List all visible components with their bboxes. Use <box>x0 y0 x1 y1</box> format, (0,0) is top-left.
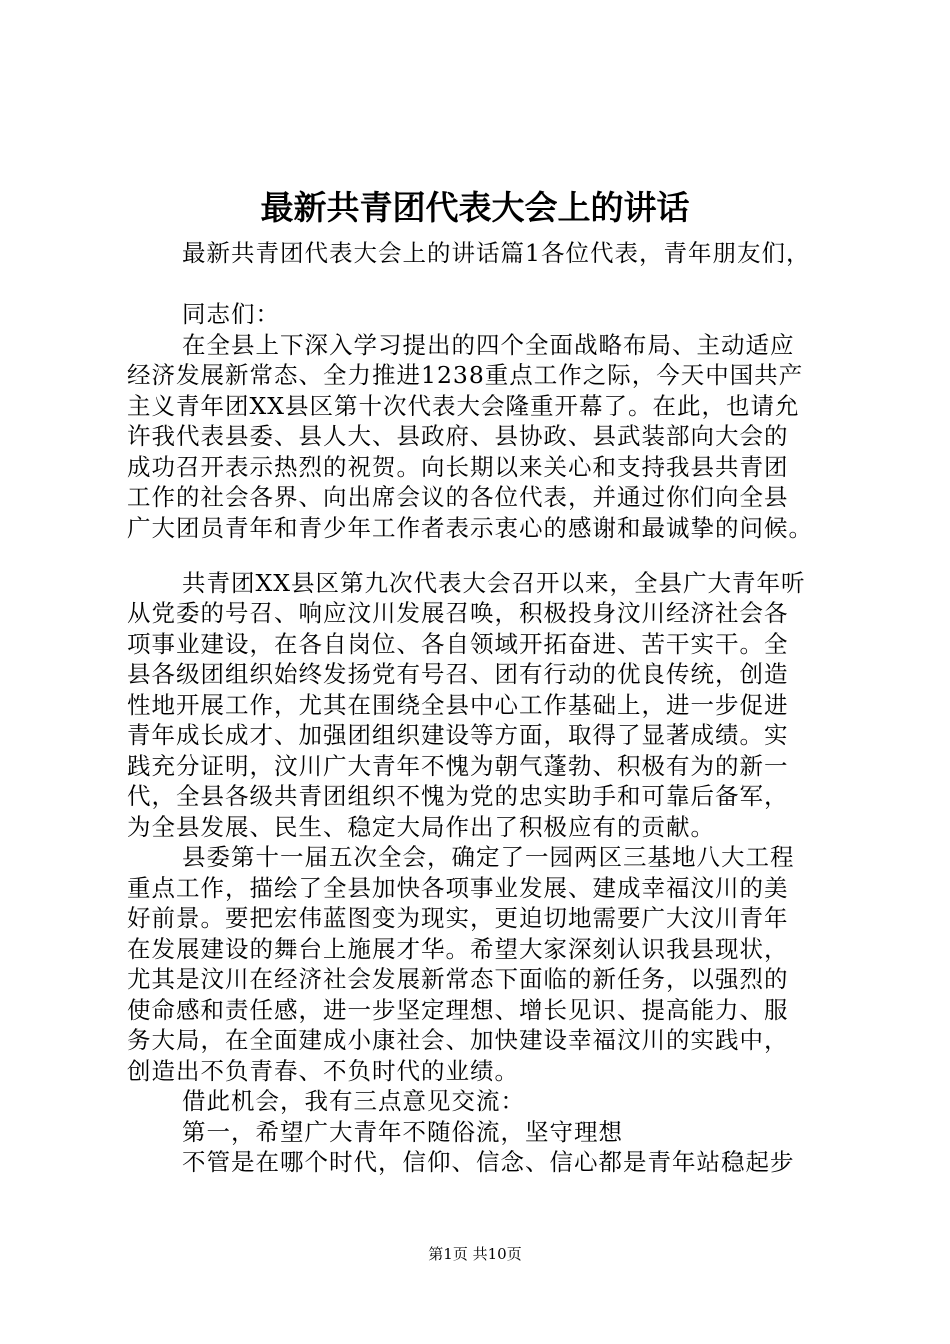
body-line: 工作的社会各界、向出席会议的各位代表，并通过你们向全县 <box>127 483 789 511</box>
body-line: 成功召开表示热烈的祝贺。向长期以来关心和支持我县共青团 <box>127 453 789 481</box>
body-line: 同志们： <box>182 300 280 328</box>
body-line: 许我代表县委、县人大、县政府、县协政、县武装部向大会的 <box>127 422 789 450</box>
body-line: 最新共青团代表大会上的讲话篇1各位代表，青年朋友们， <box>182 239 811 267</box>
body-line: 务大局，在全面建成小康社会、加快建设幸福汶川的实践中， <box>127 1026 789 1054</box>
body-line: 第一，希望广大青年不随俗流，坚守理想 <box>182 1118 623 1146</box>
body-line: 创造出不负青春、不负时代的业绩。 <box>127 1057 519 1085</box>
body-line: 县委第十一届五次全会，确定了一园两区三基地八大工程 <box>182 843 795 871</box>
body-line: 青年成长成才、加强团组织建设等方面，取得了显著成绩。实 <box>127 721 789 749</box>
body-line: 广大团员青年和青少年工作者表示衷心的感谢和最诚挚的问候。 <box>127 514 813 542</box>
body-line: 从党委的号召、响应汶川发展召唤，积极投身汶川经济社会各 <box>127 599 789 627</box>
body-line: 在发展建设的舞台上施展才华。希望大家深刻认识我县现状， <box>127 935 789 963</box>
body-line: 不管是在哪个时代，信仰、信念、信心都是青年站稳起步 <box>182 1148 795 1176</box>
body-line: 尤其是汶川在经济社会发展新常态下面临的新任务，以强烈的 <box>127 965 789 993</box>
body-line: 性地开展工作，尤其在围绕全县中心工作基础上，进一步促进 <box>127 691 789 719</box>
page-footer: 第1页 共10页 <box>428 1245 522 1263</box>
document-title: 最新共青团代表大会上的讲话 <box>260 188 690 227</box>
body-line: 使命感和责任感，进一步坚定理想、增长见识、提高能力、服 <box>127 996 789 1024</box>
body-line: 借此机会，我有三点意见交流： <box>182 1087 525 1115</box>
body-line: 在全县上下深入学习提出的四个全面战略布局、主动适应 <box>182 331 795 359</box>
body-line: 经济发展新常态、全力推进1238重点工作之际，今天中国共产 <box>127 361 804 389</box>
body-line: 项事业建设，在各自岗位、各自领域开拓奋进、苦干实干。全 <box>127 630 789 658</box>
body-line: 主义青年团XX县区第十次代表大会隆重开幕了。在此，也请允 <box>127 392 800 420</box>
body-line: 为全县发展、民生、稳定大局作出了积极应有的贡献。 <box>127 813 715 841</box>
body-line: 践充分证明，汶川广大青年不愧为朝气蓬勃、积极有为的新一 <box>127 752 789 780</box>
body-line: 共青团XX县区第九次代表大会召开以来，全县广大青年听 <box>182 569 806 597</box>
body-line: 重点工作，描绘了全县加快各项事业发展、建成幸福汶川的美 <box>127 874 789 902</box>
body-line: 好前景。要把宏伟蓝图变为现实，更迫切地需要广大汶川青年 <box>127 904 789 932</box>
body-line: 代，全县各级共青团组织不愧为党的忠实助手和可靠后备军， <box>127 782 789 810</box>
body-line: 县各级团组织始终发扬党有号召、团有行动的优良传统，创造 <box>127 660 789 688</box>
